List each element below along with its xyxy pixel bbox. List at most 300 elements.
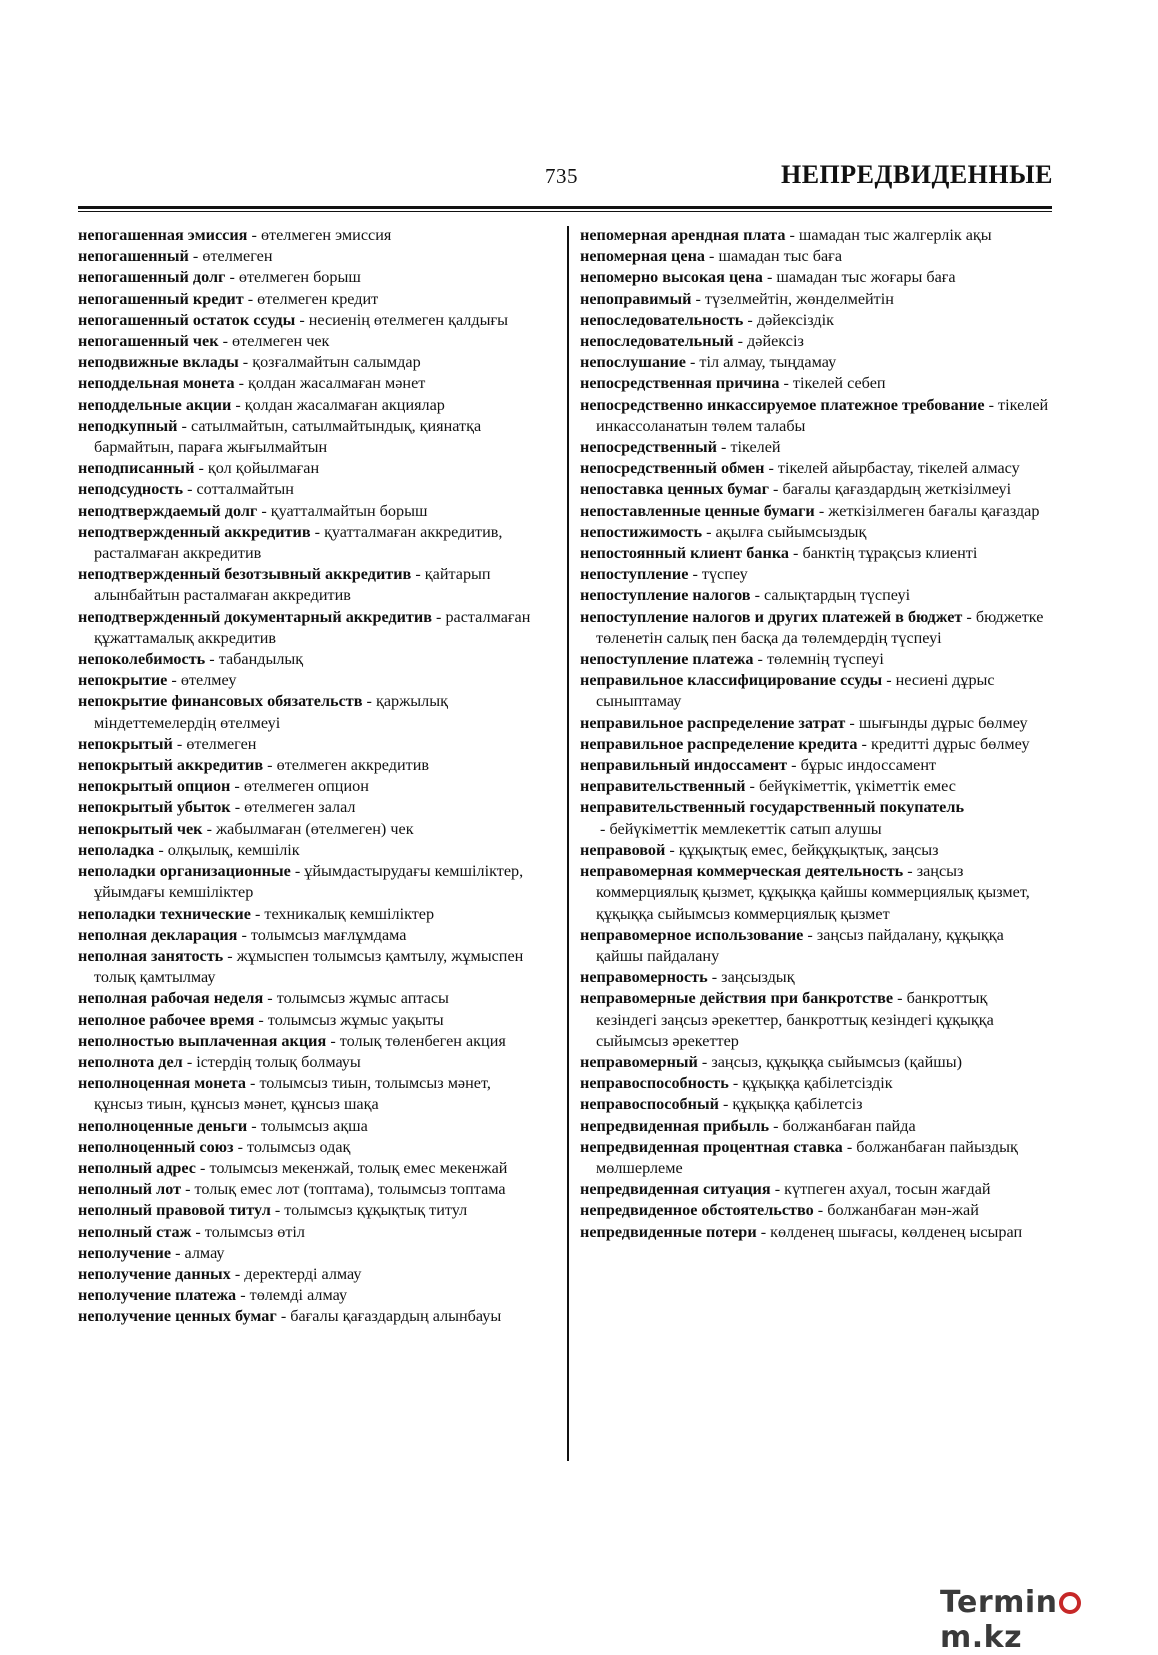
entry-separator: - [231, 395, 245, 414]
entry-definition: несиенің өтелмеген қалдығы [308, 310, 508, 329]
entry-definition: қайтарып алынбайтын расталмаған аккредитив [94, 565, 491, 605]
entry-separator: - [194, 459, 208, 478]
entry-term: непостоянный клиент банка [580, 544, 789, 563]
entry-separator: - [688, 565, 702, 584]
entry-separator: - [857, 734, 871, 753]
entry-term: непогашенный остаток ссуды [78, 310, 296, 329]
entry-separator: - [181, 1180, 195, 1199]
dictionary-entry [580, 585, 1050, 606]
entry-definition: толымсыз мекенжай, толық емес мекенжай [209, 1158, 508, 1177]
entry-definition: ақылға сыйымсыздық [715, 522, 867, 541]
dictionary-entry [78, 267, 540, 288]
entry-definition: шамадан тыс жалгерлік ақы [798, 226, 992, 244]
entry-term: непредвиденная прибыль [580, 1116, 770, 1135]
entry-definition: бюджетке төленетін салық пен басқа да төлемдердің түспеуі [596, 607, 1044, 647]
entry-separator: - [789, 544, 803, 563]
dictionary-entry [580, 967, 1050, 988]
dictionary-entry [78, 1158, 540, 1179]
entry-separator: - [183, 480, 197, 499]
entry-term: неправовой [580, 840, 666, 859]
dictionary-entry [580, 734, 1050, 755]
entry-separator: - [750, 586, 765, 605]
entry-term: непосредственный обмен [580, 459, 765, 478]
watermark-logo [940, 1585, 1158, 1655]
entry-term: неполный лот [78, 1180, 182, 1199]
entry-separator: - [770, 1180, 785, 1199]
entry-separator: - [177, 416, 191, 435]
dictionary-entry [78, 797, 540, 818]
dictionary-entry [580, 840, 1050, 861]
entry-separator: - [813, 1201, 828, 1220]
entry-separator: - [893, 989, 907, 1008]
entry-term: неполноценная монета [78, 1074, 246, 1093]
dictionary-entry [78, 691, 540, 733]
entry-term: неполная декларация [78, 925, 238, 944]
dictionary-entry [580, 776, 1050, 797]
entry-definition: өтелмеген [202, 247, 273, 266]
entry-definition: бейүкіметтік, үкіметтік емес [758, 777, 956, 796]
dictionary-entry [580, 797, 1050, 839]
entry-definition: өтелмеген кредит [257, 289, 379, 308]
dictionary-entry [78, 458, 540, 479]
entry-term: непосредственно инкассируемое платежное требование [580, 395, 985, 414]
page-number: 735 [545, 164, 578, 188]
entry-term: неполная занятость [78, 946, 224, 965]
entry-definition: жабылмаған (өтелмеген) чек [216, 819, 414, 838]
entry-separator: - [245, 1074, 260, 1093]
entry-definition: тіл алмау, тыңдамау [699, 353, 837, 372]
dictionary-entry [78, 1137, 540, 1158]
entry-term: непослушание [580, 353, 686, 372]
entry-term: непокрытый [78, 734, 173, 753]
dictionary-entry [580, 649, 1050, 670]
dictionary-entry [580, 501, 1050, 522]
entry-term: неправильный индоссамент [580, 756, 788, 775]
entry-separator: - [237, 925, 251, 944]
dictionary-entry [78, 1306, 540, 1327]
entry-term: неполностью выплаченная акция [78, 1031, 327, 1050]
entry-term: неподтвержденный аккредитив [78, 522, 311, 541]
watermark-prefix: Termin [940, 1585, 1058, 1620]
entry-term: непокрытый чек [78, 819, 203, 838]
entry-term: непоправимый [580, 289, 692, 308]
entry-term: непокрытие финансовых обязательств [78, 692, 363, 711]
dictionary-entry [580, 1222, 1050, 1243]
dictionary-entry [580, 1200, 1050, 1221]
dictionary-entry [580, 331, 1050, 352]
dictionary-entry [78, 1073, 540, 1115]
entry-definition: толымсыз тиын, толымсыз мәнет, құнсыз тиын, құнсыз мәнет, құнсыз шақа [94, 1074, 491, 1114]
entry-separator: - [814, 501, 829, 520]
entry-term: непоступление [580, 565, 689, 584]
entry-definition: толымсыз одақ [247, 1137, 351, 1156]
entry-definition: бағалы қағаздардың алынбауы [290, 1307, 502, 1326]
entry-term: непоколебимость [78, 650, 206, 669]
entry-definition: өтелмеген залал [244, 798, 356, 817]
entry-separator: - [716, 438, 731, 457]
entry-term: непогашенный кредит [78, 289, 244, 308]
entry-separator: - [697, 1052, 712, 1071]
running-head: НЕПРЕДВИДЕННЫЕ [780, 160, 1053, 189]
dictionary-entry [78, 395, 540, 416]
entry-definition: сотталмайтын [196, 480, 294, 499]
entry-separator: - [230, 1264, 245, 1283]
dictionary-entry [78, 416, 540, 458]
dictionary-entry [580, 1073, 1050, 1094]
dictionary-entry [580, 607, 1050, 649]
entry-definition: алмау [184, 1243, 225, 1262]
entry-separator: - [705, 247, 719, 266]
entry-separator: - [154, 840, 168, 859]
dictionary-entry [78, 755, 540, 776]
watermark-icon [1059, 1592, 1081, 1614]
entry-definition: заңсыз коммерциялық қызмет, құқыққа қайшы коммерциялық қызмет, құқыққа сыйымсыз коммерциялық қызмет [596, 862, 1030, 923]
entry-definition: өтелмеген чек [232, 332, 330, 351]
entry-term: непоступление платежа [580, 650, 754, 669]
entry-separator: - [707, 968, 722, 987]
entry-separator: - [743, 310, 757, 329]
entry-term: непогашенный долг [78, 268, 226, 287]
entry-separator: - [196, 1158, 210, 1177]
entry-definition: бағалы қағаздардың жеткізілмеуі [782, 480, 1012, 499]
entry-separator: - [756, 1222, 771, 1241]
entry-definition: толымсыз жұмыс аптасы [276, 989, 449, 1008]
entry-definition: өтелмеген борыш [238, 268, 361, 287]
entry-separator: - [984, 395, 999, 414]
entry-term: неполноценный союз [78, 1137, 234, 1156]
entry-term: неполный правовой титул [78, 1201, 271, 1220]
entry-separator: - [263, 989, 277, 1008]
dictionary-entry [78, 289, 540, 310]
entry-definition: өтелмеген [186, 734, 257, 753]
entry-separator: - [238, 353, 253, 372]
entry-definition: банктің тұрақсыз клиенті [802, 544, 978, 563]
entry-separator: - [243, 289, 258, 308]
column-divider [567, 226, 569, 1461]
dictionary-entry [78, 840, 540, 861]
entry-separator: - [247, 1116, 261, 1135]
header-rule-thin [78, 211, 1052, 212]
entry-separator: - [223, 946, 237, 965]
entry-definition: деректерді алмау [244, 1264, 362, 1283]
entry-separator: - [845, 713, 859, 732]
entry-definition: дәйексіз [747, 332, 804, 351]
entry-definition: шамадан тыс жоғары баға [776, 268, 956, 287]
dictionary-entry [580, 458, 1050, 479]
entry-separator: - [225, 268, 239, 287]
dictionary-entry [580, 246, 1050, 267]
entry-separator: - [753, 650, 767, 669]
dictionary-entry [78, 1010, 540, 1031]
entry-separator: - [234, 374, 249, 393]
entry-term: неподдельная монета [78, 374, 235, 393]
entry-definition: қаржылық міндеттемелердің өтелмеуі [94, 692, 448, 732]
entry-definition: толық емес лот (топтама), толымсыз топтама [194, 1180, 506, 1199]
dictionary-entry [580, 670, 1050, 712]
dictionary-entry [78, 1179, 540, 1200]
entry-term: непоставка ценных бумаг [580, 480, 769, 499]
dictionary-entry [78, 1116, 540, 1137]
entry-separator: - [276, 1307, 291, 1326]
dictionary-entry [78, 925, 540, 946]
entry-definition: тікелей себеп [792, 374, 886, 393]
entry-definition: төлемнің түспеуі [766, 650, 884, 669]
entry-separator: - [362, 692, 376, 711]
entry-term: непоследовательность [580, 310, 744, 329]
entry-definition: сатылмайтын, сатылмайтындық, қиянатқа бармайтын, параға жығылмайтын [94, 416, 482, 457]
dictionary-entry [78, 946, 540, 988]
entry-term: неподписанный [78, 459, 195, 478]
entry-separator: - [411, 565, 425, 584]
dictionary-entry [580, 543, 1050, 564]
entry-term: непогашенная эмиссия [78, 226, 248, 244]
entry-definition: құқыққа қабілетсіз [732, 1095, 863, 1114]
dictionary-entry [78, 352, 540, 373]
dictionary-entry [78, 331, 540, 352]
entry-separator: - [218, 332, 233, 351]
entry-term: неподтвержденный документарный аккредитив [78, 607, 432, 626]
entry-separator: - [236, 1286, 250, 1305]
dictionary-entry [580, 1116, 1050, 1137]
entry-separator: - [295, 310, 309, 329]
entry-definition: қозғалмайтын салымдар [252, 353, 421, 372]
entry-separator: - [702, 522, 716, 541]
entry-term: непогашенный [78, 247, 189, 266]
dictionary-entry [78, 988, 540, 1009]
dictionary-entry [78, 522, 540, 564]
dictionary-entry [78, 1243, 540, 1264]
entry-term: неполадка [78, 840, 155, 859]
entry-definition: құқыққа қабілетсіздік [742, 1074, 893, 1093]
dictionary-entry [78, 904, 540, 925]
entry-definition: толымсыз жұмыс уақыты [267, 1010, 444, 1029]
entry-definition: қуатталмаған аккредитив, расталмаған аккредитив [94, 522, 503, 563]
entry-term: непосредственная причина [580, 374, 780, 393]
dictionary-entry [580, 988, 1050, 1052]
entry-definition: заңсыз пайдалану, құқыққа қайшы пайдалану [596, 925, 1004, 965]
entry-separator: - [182, 1052, 197, 1071]
dictionary-entry [78, 1052, 540, 1073]
entry-definition: шамадан тыс баға [718, 247, 843, 266]
dictionary-entry [580, 1179, 1050, 1200]
entry-term: неполучение данных [78, 1264, 231, 1283]
entry-separator: - [290, 862, 305, 881]
entry-separator: - [171, 1243, 185, 1262]
entry-separator: - [745, 777, 759, 796]
entry-separator: - [270, 1201, 285, 1220]
entry-definition: тікелей айырбастау, тікелей алмасу [777, 459, 1020, 478]
entry-term: непредвиденная процентная ставка [580, 1137, 843, 1156]
entry-separator: - [230, 798, 245, 817]
entry-definition: кредитті дұрыс бөлмеу [870, 734, 1030, 753]
entry-term: неправильное распределение затрат [580, 713, 846, 732]
entry-term: непокрытый убыток [78, 798, 231, 817]
dictionary-entry [78, 1031, 540, 1052]
entry-term: неподтвержденный безотзывный аккредитив [78, 565, 412, 584]
dictionary-entry [78, 819, 540, 840]
dictionary-entry [78, 310, 540, 331]
entry-separator: - [685, 353, 700, 372]
entry-term: неполное рабочее время [78, 1010, 255, 1029]
entry-separator: - [691, 289, 705, 308]
entry-separator: - [769, 1116, 783, 1135]
entry-separator: - [202, 819, 216, 838]
entry-definition: көлденең шығасы, көлденең ысырап [770, 1222, 1023, 1241]
entry-term: неправильное классифицирование ссуды [580, 671, 883, 690]
entry-term: неполноценные деньги [78, 1116, 248, 1135]
entry-term: неполучение ценных бумаг [78, 1307, 277, 1326]
entry-definition: қуатталмайтын борыш [270, 501, 428, 520]
entry-separator: - [779, 374, 793, 393]
dictionary-entry [580, 437, 1050, 458]
entry-definition: өтелмеген аккредитив [276, 756, 430, 775]
entry-definition: болжанбаған пайыздық мөлшерлеме [596, 1137, 1018, 1177]
entry-term: непредвиденное обстоятельство [580, 1201, 814, 1220]
entry-definition: заңсыздық [721, 968, 795, 987]
entry-term: непокрытый опцион [78, 777, 231, 796]
entry-definition: заңсыз, құқыққа сыйымсыз (қайшы) [711, 1052, 962, 1071]
entry-separator: - [247, 226, 261, 244]
dictionary-entry [580, 395, 1050, 437]
entry-term: неправомерное использование [580, 925, 804, 944]
dictionary-entry [580, 1094, 1050, 1115]
entry-term: неправительственный государственный покупатель [580, 798, 965, 817]
entry-separator: - [205, 650, 219, 669]
right-column [580, 225, 1050, 1243]
dictionary-entry [78, 479, 540, 500]
entry-definition: расталмаған құжаттамалық аккредитив [94, 607, 531, 647]
entry-term: неполнота дел [78, 1052, 183, 1071]
entry-separator: - [257, 501, 271, 520]
entry-term: неполадки организационные [78, 862, 291, 881]
entry-definition: қолдан жасалмаған мәнет [248, 374, 426, 393]
entry-term: неполучение [78, 1243, 172, 1262]
entry-definition: банкроттық кезіндегі заңсыз әрекеттер, банкроттық кезіндегі құқыққа сыйымсыз әрекеттер [596, 989, 994, 1050]
entry-separator: - [787, 756, 801, 775]
entry-separator: - [167, 671, 181, 690]
dictionary-entry [580, 267, 1050, 288]
entry-term: неправомерный [580, 1052, 698, 1071]
entry-separator: - [191, 1222, 205, 1241]
entry-definition: олқылық, кемшілік [167, 840, 300, 859]
entry-separator: - [762, 268, 777, 287]
entry-definition: түспеу [701, 565, 748, 584]
dictionary-entry [580, 1052, 1050, 1073]
entry-separator: - [803, 925, 817, 944]
entry-term: непредвиденные потери [580, 1222, 757, 1241]
entry-term: неподкупный [78, 416, 178, 435]
entry-definition: қол қойылмаған [207, 459, 320, 478]
entry-definition: қолдан жасалмаған акциялар [244, 395, 445, 414]
entry-definition: өтелмеген опцион [243, 777, 369, 796]
entry-definition: техникалық кемшіліктер [264, 904, 435, 923]
entry-separator: - [172, 734, 187, 753]
entry-separator: - [263, 756, 277, 775]
dictionary-entry [78, 246, 540, 267]
entry-term: непомерная арендная плата [580, 226, 786, 244]
header-rule-thick [78, 206, 1052, 209]
entry-term: неполная рабочая неделя [78, 989, 264, 1008]
entry-separator: - [842, 1137, 857, 1156]
dictionary-entry [78, 1222, 540, 1243]
dictionary-entry [78, 607, 540, 649]
entry-definition: түзелмейтін, жөнделмейтін [704, 289, 894, 308]
entry-term: непогашенный чек [78, 332, 219, 351]
entry-separator: - [310, 522, 325, 541]
entry-separator: - [882, 671, 896, 690]
dictionary-entry [78, 564, 540, 606]
entry-separator: - [254, 1010, 268, 1029]
left-column [78, 225, 540, 1328]
entry-term: неполадки технические [78, 904, 251, 923]
entry-definition: істердің толық болмауы [196, 1052, 361, 1071]
entry-separator: - [596, 819, 610, 838]
entry-term: непостижимость [580, 522, 703, 541]
dictionary-entry [580, 755, 1050, 776]
entry-term: непокрытый аккредитив [78, 756, 264, 775]
dictionary-entry [580, 289, 1050, 310]
dictionary-entry [78, 861, 540, 903]
dictionary-entry [580, 479, 1050, 500]
dictionary-entry [78, 501, 540, 522]
entry-definition: несиені дұрыс сыныптамау [596, 671, 995, 711]
entry-separator: - [764, 459, 778, 478]
entry-separator: - [188, 247, 203, 266]
dictionary-entry [580, 925, 1050, 967]
entry-term: непоследовательный [580, 332, 734, 351]
dictionary-entry [580, 225, 1050, 246]
entry-separator: - [431, 607, 446, 626]
dictionary-entry [580, 861, 1050, 925]
entry-definition: бұрыс индоссамент [800, 756, 937, 775]
entry-term: неполный адрес [78, 1158, 196, 1177]
entry-separator: - [903, 862, 917, 881]
entry-definition: төлемді алмау [249, 1286, 348, 1305]
entry-definition: өтелмеген эмиссия [260, 226, 392, 244]
entry-separator: - [733, 332, 748, 351]
entry-separator: - [718, 1095, 733, 1114]
entry-definition: толық төленбеген акция [339, 1031, 506, 1050]
entry-separator: - [250, 904, 265, 923]
entry-definition: өтелмеу [180, 671, 237, 690]
dictionary-entry [78, 1285, 540, 1306]
dictionary-entry [78, 776, 540, 797]
dictionary-entry [78, 734, 540, 755]
entry-definition: болжанбаған пайда [782, 1116, 916, 1135]
entry-definition: толымсыз мағлұмдама [250, 925, 407, 944]
dictionary-entry [78, 373, 540, 394]
entry-definition: шығынды дұрыс бөлмеу [858, 713, 1028, 732]
entry-separator: - [785, 226, 799, 244]
entry-term: неправильное распределение кредита [580, 734, 858, 753]
entry-term: неправомерная коммерческая деятельность [580, 862, 904, 881]
entry-term: неполучение платежа [78, 1286, 237, 1305]
entry-separator: - [665, 840, 679, 859]
entry-term: неподвижные вклады [78, 353, 239, 372]
entry-separator: - [230, 777, 244, 796]
entry-term: неполный стаж [78, 1222, 192, 1241]
entry-definition: болжанбаған мән-жай [827, 1201, 979, 1220]
entry-term: неподтверждаемый долг [78, 501, 258, 520]
entry-definition: ұйымдастырудағы кемшіліктер, ұйымдағы кемшіліктер [94, 862, 524, 902]
entry-definition: күтпеген ахуал, тосын жағдай [784, 1180, 991, 1199]
entry-definition: толымсыз ақша [260, 1116, 368, 1135]
entry-definition: жұмыспен толымсыз қамтылу, жұмыспен толық қамтылмау [94, 946, 524, 987]
entry-term: непоступление налогов и других платежей в бюджет [580, 607, 963, 626]
dictionary-entry [580, 713, 1050, 734]
dictionary-entry [78, 649, 540, 670]
dictionary-entry [580, 522, 1050, 543]
